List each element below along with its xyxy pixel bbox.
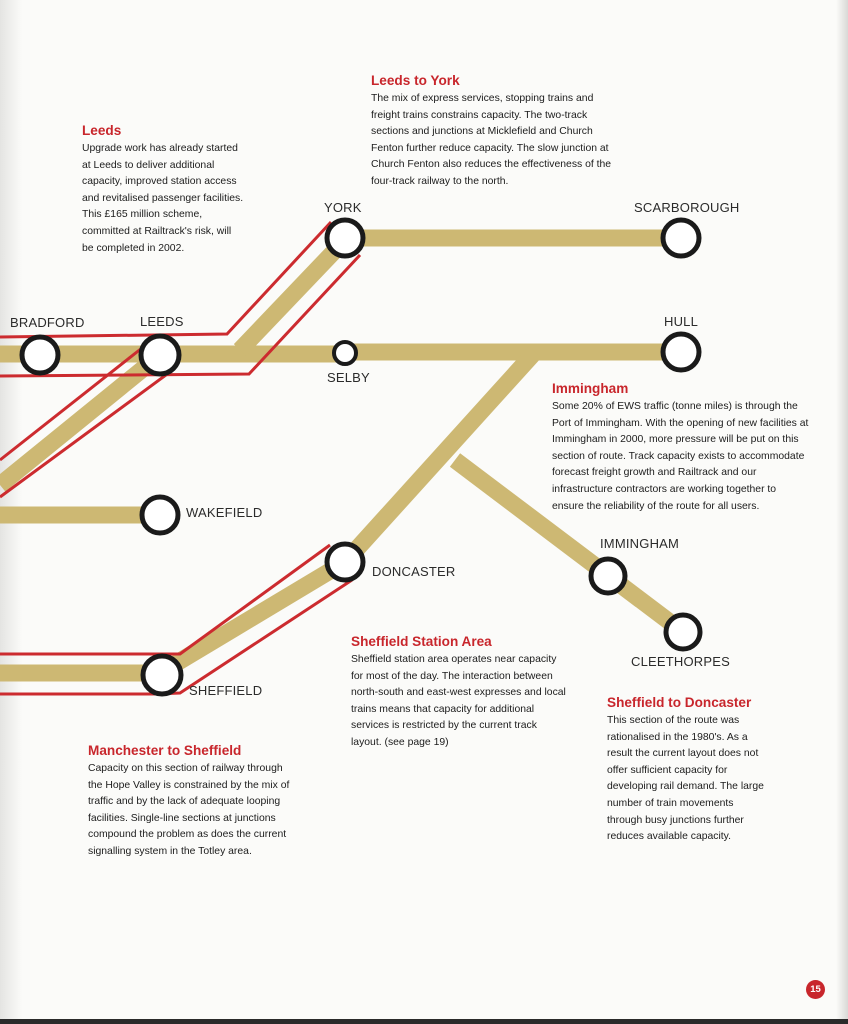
section-immingham-line: infrastructure contractors are working together to bbox=[552, 483, 777, 495]
section-leeds-to-york-line: The mix of express services, stopping trains and bbox=[371, 93, 594, 104]
section-sheffield-to-doncaster-line: offer sufficient capacity for bbox=[607, 764, 728, 776]
section-sheffield-station-area-line: services is restricted by the current track bbox=[351, 720, 537, 732]
section-leeds-line: capacity, improved station access bbox=[82, 176, 237, 188]
station-label-selby: SELBY bbox=[327, 370, 370, 385]
page-number-badge: 15 bbox=[806, 980, 825, 999]
station-label-york: YORK bbox=[324, 200, 362, 215]
section-leeds-to-york-line: Fenton further reduce capacity. The slow junction at bbox=[371, 142, 609, 154]
section-sheffield-station-area-line: trains means that capacity for additional bbox=[351, 703, 535, 715]
station-scarborough-marker[interactable] bbox=[663, 220, 699, 256]
section-immingham-line: Port of Immingham. With the opening of new facilities at bbox=[552, 417, 809, 429]
section-leeds-line: This £165 million scheme, bbox=[82, 209, 203, 221]
section-sheffield-station-area-line: Sheffield station area operates near capacity bbox=[351, 654, 557, 665]
section-leeds-line: and revitalised passenger facilities. bbox=[82, 192, 244, 204]
station-label-scarborough: SCARBOROUGH bbox=[634, 200, 740, 215]
section-leeds-to-york-line: four-track railway to the north. bbox=[371, 175, 509, 187]
station-cleethorpes-marker[interactable] bbox=[666, 615, 700, 649]
station-label-bradford: BRADFORD bbox=[10, 315, 85, 330]
station-label-immingham: IMMINGHAM bbox=[600, 536, 680, 551]
section-leeds-line: Upgrade work has already started bbox=[82, 143, 238, 154]
station-label-leeds: LEEDS bbox=[140, 314, 184, 329]
section-sheffield-to-doncaster bbox=[607, 694, 807, 846]
section-sheffield-to-doncaster-line: reduces available capacity. bbox=[607, 831, 731, 843]
section-immingham-line: ensure the reliability of the route for all users. bbox=[552, 500, 760, 512]
section-leeds-title: Leeds bbox=[82, 123, 122, 138]
section-sheffield-to-doncaster-line: developing rail demand. The large bbox=[607, 781, 764, 793]
section-immingham bbox=[552, 380, 827, 515]
section-sheffield-to-doncaster-title: Sheffield to Doncaster bbox=[607, 695, 752, 710]
section-sheffield-station-area bbox=[351, 633, 581, 752]
section-immingham-line: Some 20% of EWS traffic (tonne miles) is through the bbox=[552, 401, 798, 412]
station-sheffield-marker[interactable] bbox=[143, 656, 181, 694]
section-sheffield-station-area-title: Sheffield Station Area bbox=[351, 634, 492, 649]
section-immingham-line: section of route. Track capacity exists to accommodate bbox=[552, 450, 805, 462]
section-leeds-line: committed at Railtrack's risk, will bbox=[82, 225, 232, 237]
section-leeds-to-york-title: Leeds to York bbox=[371, 73, 460, 88]
section-sheffield-to-doncaster-line: rationalised in the 1980's. As a bbox=[607, 731, 748, 743]
track-doncaster-junction bbox=[345, 352, 535, 562]
station-label-wakefield: WAKEFIELD bbox=[186, 505, 263, 520]
section-manchester-to-sheffield-line: Capacity on this section of railway through bbox=[88, 763, 283, 774]
section-leeds-line: at Leeds to deliver additional bbox=[82, 159, 215, 171]
section-manchester-to-sheffield-line: compound the problem as does the current bbox=[88, 829, 287, 841]
section-leeds-to-york-line: Church Fenton also reduces the effectiveness of the bbox=[371, 159, 612, 171]
section-leeds bbox=[82, 122, 282, 257]
station-selby-marker[interactable] bbox=[334, 342, 356, 364]
station-hull-marker[interactable] bbox=[663, 334, 699, 370]
section-manchester-to-sheffield-line: the Hope Valley is constrained by the mix of bbox=[88, 779, 290, 791]
track-sheffield-doncaster bbox=[160, 562, 345, 673]
station-label-doncaster: DONCASTER bbox=[372, 564, 456, 579]
station-york-marker[interactable] bbox=[327, 220, 363, 256]
station-label-cleethorpes: CLEETHORPES bbox=[631, 654, 731, 669]
section-sheffield-to-doncaster-line: through busy junctions further bbox=[607, 814, 744, 826]
highlight-leeds-southwest-lower bbox=[0, 372, 170, 497]
section-leeds-to-york-line: sections and junctions at Micklefield and Church bbox=[371, 126, 593, 138]
page-bottom-edge bbox=[0, 1019, 848, 1024]
section-leeds-line: be completed in 2002. bbox=[82, 242, 185, 254]
section-leeds-to-york bbox=[371, 72, 641, 191]
station-label-sheffield: SHEFFIELD bbox=[189, 683, 263, 698]
section-sheffield-to-doncaster-line: This section of the route was bbox=[607, 715, 740, 726]
section-immingham-line: Immingham in 2000, more pressure will be put on this bbox=[552, 434, 799, 446]
station-bradford-marker[interactable] bbox=[22, 337, 58, 373]
section-sheffield-station-area-line: layout. (see page 19) bbox=[351, 736, 449, 748]
station-doncaster-marker[interactable] bbox=[327, 544, 363, 580]
section-sheffield-to-doncaster-line: number of train movements bbox=[607, 797, 734, 809]
section-manchester-to-sheffield-line: facilities. Single-line sections at junctions bbox=[88, 812, 276, 824]
section-immingham-title: Immingham bbox=[552, 381, 629, 396]
section-immingham-line: forecast freight growth and Railtrack and our bbox=[552, 467, 757, 479]
section-sheffield-station-area-line: for most of the day. The interaction between bbox=[351, 670, 553, 682]
section-manchester-to-sheffield-line: signalling system in the Totley area. bbox=[88, 845, 252, 857]
section-sheffield-station-area-line: north-south and east-west expresses and local bbox=[351, 687, 566, 699]
station-leeds-marker[interactable] bbox=[141, 336, 179, 374]
station-immingham-marker[interactable] bbox=[591, 559, 625, 593]
section-manchester-to-sheffield-title: Manchester to Sheffield bbox=[88, 743, 242, 758]
section-leeds-to-york-line: freight trains constrains capacity. The two-track bbox=[371, 109, 588, 121]
station-label-hull: HULL bbox=[664, 314, 699, 329]
section-sheffield-to-doncaster-line: result the current layout does not bbox=[607, 748, 759, 760]
section-manchester-to-sheffield bbox=[88, 742, 318, 861]
station-wakefield-marker[interactable] bbox=[142, 497, 178, 533]
section-manchester-to-sheffield-line: traffic and by the lack of adequate looping bbox=[88, 796, 281, 808]
